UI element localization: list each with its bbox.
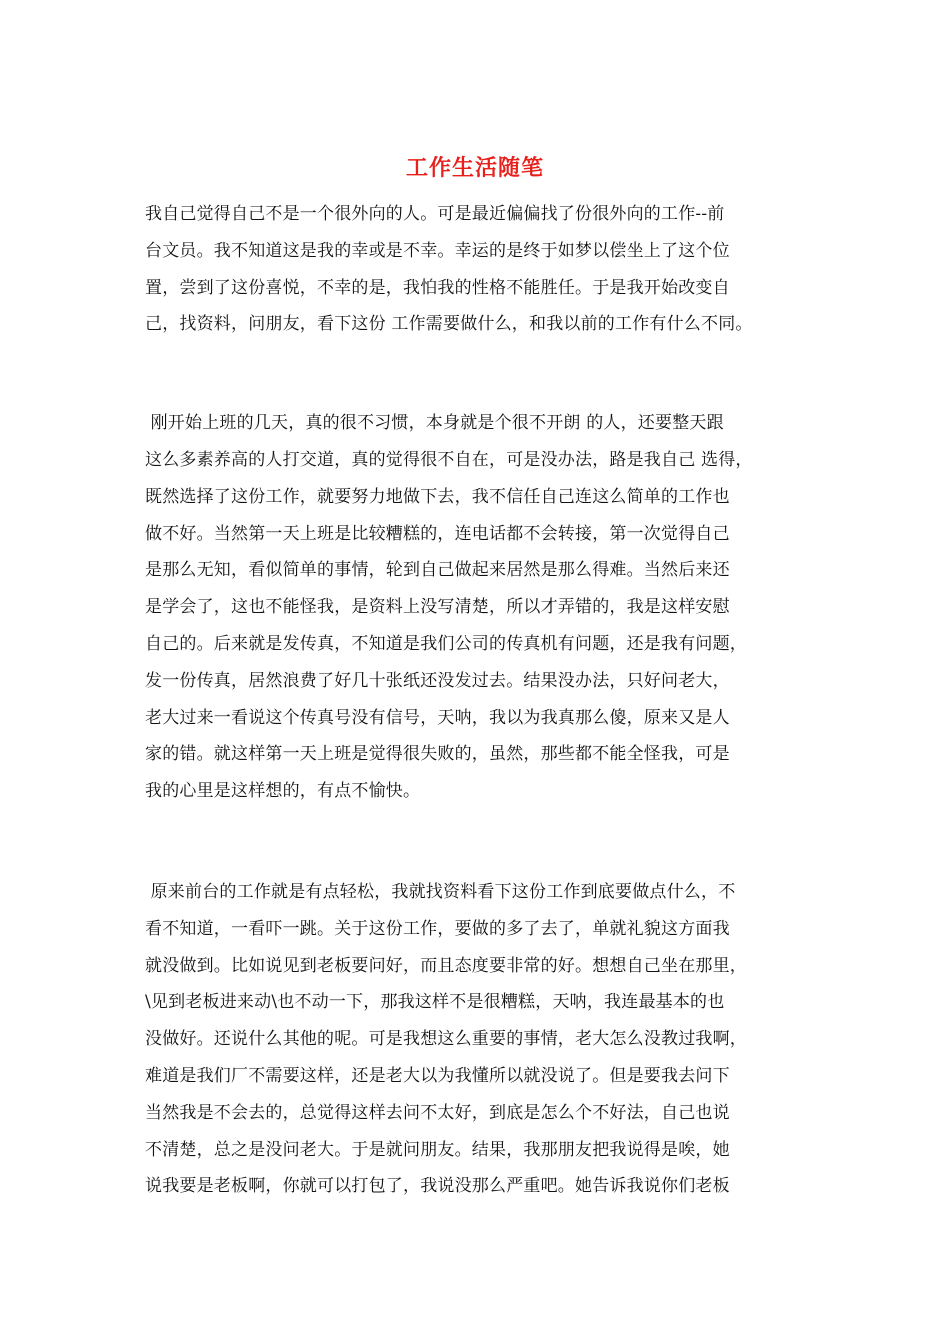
text-line: 看不知道，一看吓一跳。关于这份工作，要做的多了去了，单就礼貌这方面我 [145,918,730,939]
paragraph-1 [145,196,825,343]
text-line: 我自己觉得自己不是一个很外向的人。可是最近偏偏找了份很外向的工作--前 [145,204,725,224]
text-line: 做不好。当然第一天上班是比较糟糕的，连电话都不会转接，第一次觉得自己 [145,523,730,544]
text-line: 老大过来一看说这个传真号没有信号，天呐，我以为我真那么傻，原来又是人 [145,707,730,728]
text-line: 原来前台的工作就是有点轻松，我就找资料看下这份工作到底要做点什么，不 [145,881,736,902]
text-line: 就没做到。比如说见到老板要问好，而且态度要非常的好。想想自己坐在那里， [145,955,747,976]
text-line: 是学会了，这也不能怪我，是资料上没写清楚，所以才弄错的，我是这样安慰 [145,597,730,618]
text-line: 当然我是不会去的，总觉得这样去问不太好，到底是怎么个不好法，自己也说 [145,1102,730,1123]
text-line: 台文员。我不知道这是我的幸或是不幸。幸运的是终于如梦以偿坐上了这个位 [145,240,730,261]
text-line: 不清楚，总之是没问老大。于是就问朋友。结果，我那朋友把我说得是唉，她 [145,1139,730,1160]
paragraph-spacer [145,343,825,405]
document-body [145,196,825,1205]
text-line: 置，尝到了这份喜悦，不幸的是，我怕我的性格不能胜任。于是我开始改变自 [145,277,730,298]
text-line: 自己的。后来就是发传真，不知道是我们公司的传真机有问题，还是我有问题， [145,633,747,654]
text-line: 家的错。就这样第一天上班是觉得很失败的，虽然，那些都不能全怪我，可是 [145,744,730,765]
text-line: 既然选择了这份工作，就要努力地做下去，我不信任自己连这么简单的工作也 [145,486,730,507]
text-line: 我的心里是这样想的，有点不愉快。 [145,781,421,802]
paragraph-3 [145,874,825,1205]
text-line: 难道是我们厂不需要这样，还是老大以为我懂所以就没说了。但是要我去问下 [145,1065,730,1086]
paragraph-spacer [145,810,825,874]
text-line: 说我要是老板啊，你就可以打包了，我说没那么严重吧。她告诉我说你们老板 [145,1176,730,1197]
text-line: 己，找资料，问朋友，看下这份 工作需要做什么，和我以前的工作有什么不同。 [145,314,753,335]
text-line: 刚开始上班的几天，真的很不习惯，本身就是个很不开朗 的人，还要整天跟 [145,413,724,434]
text-line: \见到老板进来动\也不动一下，那我这样不是很糟糕，天呐，我连最基本的也 [145,992,725,1013]
text-line: 是那么无知，看似简单的事情，轮到自己做起来居然是那么得难。当然后来还 [145,560,730,581]
text-line: 发一份传真，居然浪费了好几十张纸还没发过去。结果没办法，只好问老大， [145,670,730,691]
document-title: 工作生活随笔 [405,155,544,181]
text-line: 没做好。还说什么其他的呢。可是我想这么重要的事情，老大怎么没教过我啊， [145,1029,747,1050]
paragraph-2 [145,405,825,810]
text-line: 这么多素养高的人打交道，真的觉得很不自在，可是没办法，路是我自己 选得， [145,449,753,470]
